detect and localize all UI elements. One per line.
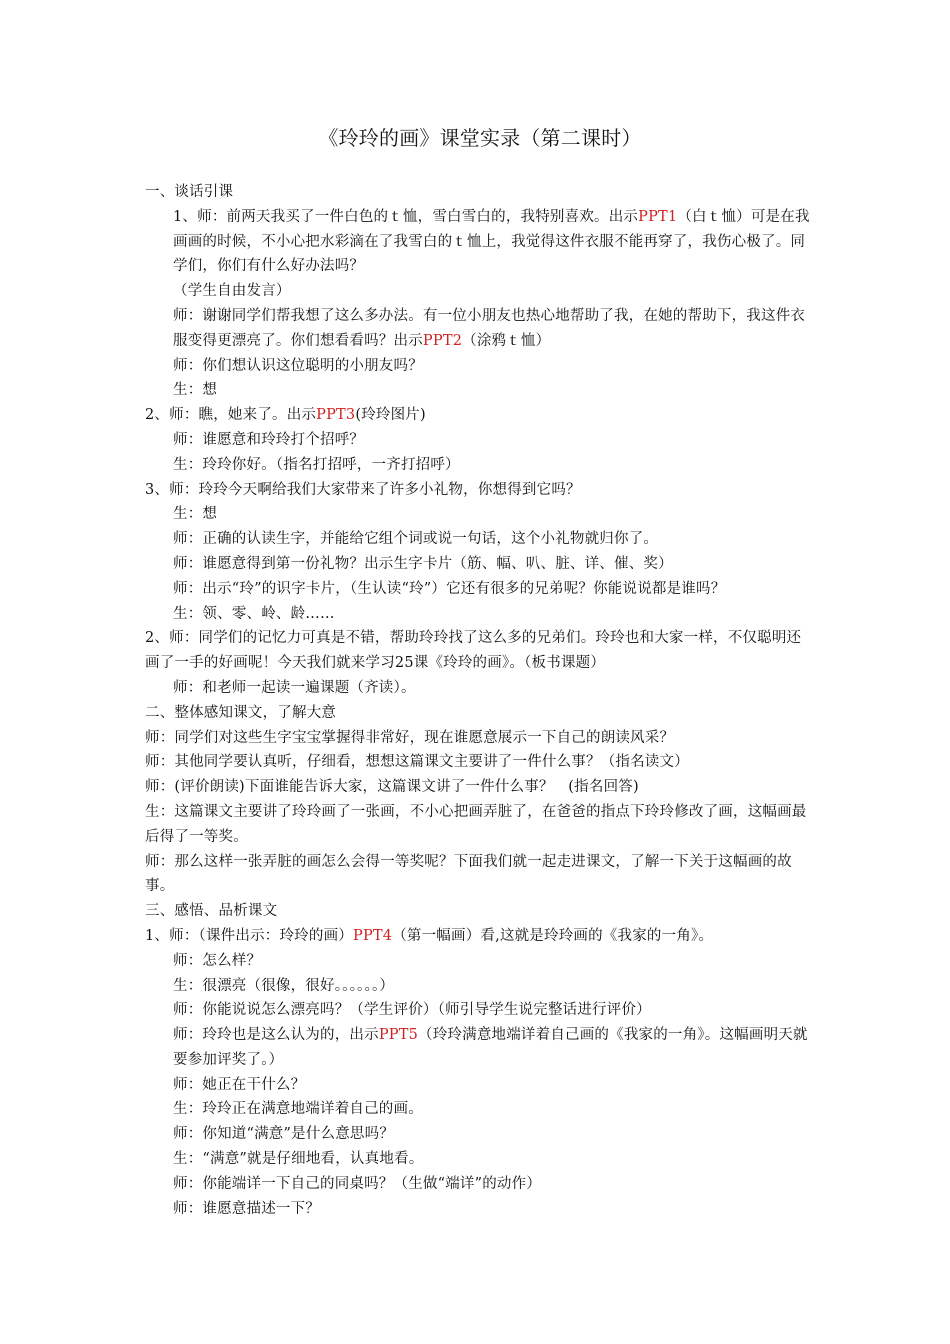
paragraph-line <box>145 974 815 999</box>
line-text: 1、师：（课件出示：玲玲的画） <box>145 927 353 944</box>
line-text: 师：你们想认识这位聪明的小朋友吗？ <box>173 357 423 374</box>
paragraph-line <box>145 205 815 279</box>
line-text: 一、谈话引课 <box>145 184 234 200</box>
paragraph-line <box>145 998 815 1023</box>
ppt-reference: PPT3 <box>316 407 356 424</box>
line-text: （学生自由发言） <box>173 283 291 300</box>
line-text: 生：玲玲你好。（指名打招呼，一齐打招呼） <box>173 456 460 473</box>
line-text-continued: （涂鸦ｔ恤） <box>462 332 551 349</box>
paragraph-line <box>145 527 815 552</box>
line-text: 2、师：瞧，她来了。出示 <box>145 407 317 424</box>
paragraph-line <box>145 899 815 924</box>
paragraph-line <box>145 1122 815 1147</box>
line-text: 师：你知道“满意”是什么意思吗？ <box>173 1126 395 1143</box>
line-text: 师：正确的认读生字，并能给它组个词或说一句话，这个小礼物就归你了。 <box>173 531 659 548</box>
line-text: 生：想 <box>173 382 218 399</box>
paragraph-line <box>145 478 815 503</box>
ppt-reference: PPT4 <box>352 927 393 944</box>
line-text: 师：和老师一起读一遍课题（齐读）。 <box>173 679 416 696</box>
paragraph-line <box>145 577 815 602</box>
line-text: 师：(评价朗读)下面谁能告诉大家，这篇课文讲了一件什么事？ (指名回答) <box>145 779 639 796</box>
paragraph-line <box>145 626 815 676</box>
line-text: 师：谁愿意描述一下？ <box>173 1200 320 1217</box>
paragraph-line <box>145 453 815 478</box>
line-text-continued: （玲玲满意地端详着自己画的《我家的一角》。这幅画明天就要参加评奖了。） <box>173 1027 808 1068</box>
paragraph-line <box>145 850 815 900</box>
paragraph-line <box>145 1197 815 1222</box>
ppt-reference: PPT2 <box>422 332 463 349</box>
paragraph-line <box>145 949 815 974</box>
line-text: 1、师：前两天我买了一件白色的ｔ恤，雪白雪白的，我特别喜欢。出示 <box>173 208 639 225</box>
ppt-reference: PPT1 <box>638 208 678 225</box>
paragraph-line <box>145 180 815 205</box>
line-text: 师：其他同学要认真听，仔细看，想想这篇课文主要讲了一件什么事？（指名读文） <box>145 754 689 771</box>
line-text: 师：玲玲也是这么认为的，出示 <box>173 1027 379 1044</box>
paragraph-line <box>145 502 815 527</box>
paragraph-line <box>145 750 815 775</box>
line-text: 三、感悟、品析课文 <box>145 903 278 920</box>
paragraph-line <box>145 428 815 453</box>
document-body <box>145 180 815 1221</box>
line-text: 师：谢谢同学们帮我想了这么多办法。有一位小朋友也热心地帮助了我，在她的帮助下，我这件衣服变得更漂亮了。你们想看看吗？出示 <box>173 307 806 349</box>
paragraph-line <box>145 354 815 379</box>
line-text: 3、师：玲玲今天啊给我们大家带来了许多小礼物，你想得到它吗？ <box>145 481 581 498</box>
paragraph-line <box>145 378 815 403</box>
paragraph-line <box>145 1172 815 1197</box>
line-text: 师：你能说说怎么漂亮吗？（学生评价）（师引导学生说完整话进行评价） <box>173 1002 651 1019</box>
line-text: 生：玲玲正在满意地端详着自己的画。 <box>173 1101 423 1118</box>
document-title: 《玲玲的画》课堂实录（第二课时） <box>318 126 642 150</box>
paragraph-line <box>145 403 815 428</box>
line-text: 生：领、零、岭、龄…… <box>173 605 335 622</box>
paragraph-line <box>145 304 815 354</box>
line-text-continued: (玲玲图片) <box>355 407 426 424</box>
paragraph-line <box>145 676 815 701</box>
line-text: 师：那么这样一张弄脏的画怎么会得一等奖呢？下面我们就一起走进课文，了解一下关于这幅画的故事。 <box>145 853 792 895</box>
paragraph-line <box>145 701 815 726</box>
line-text: 师：谁愿意和玲玲打个招呼？ <box>173 431 365 448</box>
line-text: 师：出示“玲”的识字卡片，（生认读“玲”）它还有很多的兄弟呢？你能说说都是谁吗？ <box>173 580 726 597</box>
paragraph-line <box>145 552 815 577</box>
line-text: 师：怎么样？ <box>173 952 262 969</box>
line-text: 师：她正在干什么？ <box>173 1076 306 1093</box>
paragraph-line <box>145 1073 815 1098</box>
ppt-reference: PPT5 <box>378 1027 419 1044</box>
paragraph-line <box>145 279 815 304</box>
line-text: 师：你能端详一下自己的同桌吗？（生做“端详”的动作） <box>173 1175 542 1192</box>
line-text: 2、师：同学们的记忆力可真是不错，帮助玲玲找了这么多的兄弟们。玲玲也和大家一样，不仅聪明还画了一手的好画呢！今天我们就来学习25课《玲玲的画》。（板书课题） <box>145 630 802 672</box>
document-page <box>145 126 815 1221</box>
paragraph-line <box>145 775 815 800</box>
line-text-continued: （第一幅画）看,这就是玲玲画的《我家的一角》。 <box>392 927 714 944</box>
line-text: 生：想 <box>173 506 218 523</box>
line-text: 生：“满意”就是仔细地看，认真地看。 <box>173 1151 424 1168</box>
line-text: 生：很漂亮（很像，很好。。。。。。） <box>173 977 395 994</box>
paragraph-line <box>145 800 815 850</box>
line-text: 生：这篇课文主要讲了玲玲画了一张画，不小心把画弄脏了，在爸爸的指点下玲玲修改了画，这幅画最后得了一等奖。 <box>145 803 807 845</box>
paragraph-line <box>145 726 815 751</box>
line-text-continued: （白ｔ恤）可是在我画画的时候，不小心把水彩滴在了我雪白的ｔ恤上，我觉得这件衣服不能再穿了，我伤心极了。同学们，你们有什么好办法吗？ <box>173 208 810 275</box>
paragraph-line <box>145 1147 815 1172</box>
line-text: 二、整体感知课文，了解大意 <box>145 704 337 721</box>
paragraph-line <box>145 1023 815 1073</box>
paragraph-line <box>145 924 815 949</box>
paragraph-line <box>145 602 815 627</box>
line-text: 师：谁愿意得到第一份礼物？出示生字卡片（筋、幅、叭、脏、详、催、奖） <box>173 555 673 572</box>
line-text: 师：同学们对这些生字宝宝掌握得非常好，现在谁愿意展示一下自己的朗读风采？ <box>145 729 675 746</box>
paragraph-line <box>145 1097 815 1122</box>
